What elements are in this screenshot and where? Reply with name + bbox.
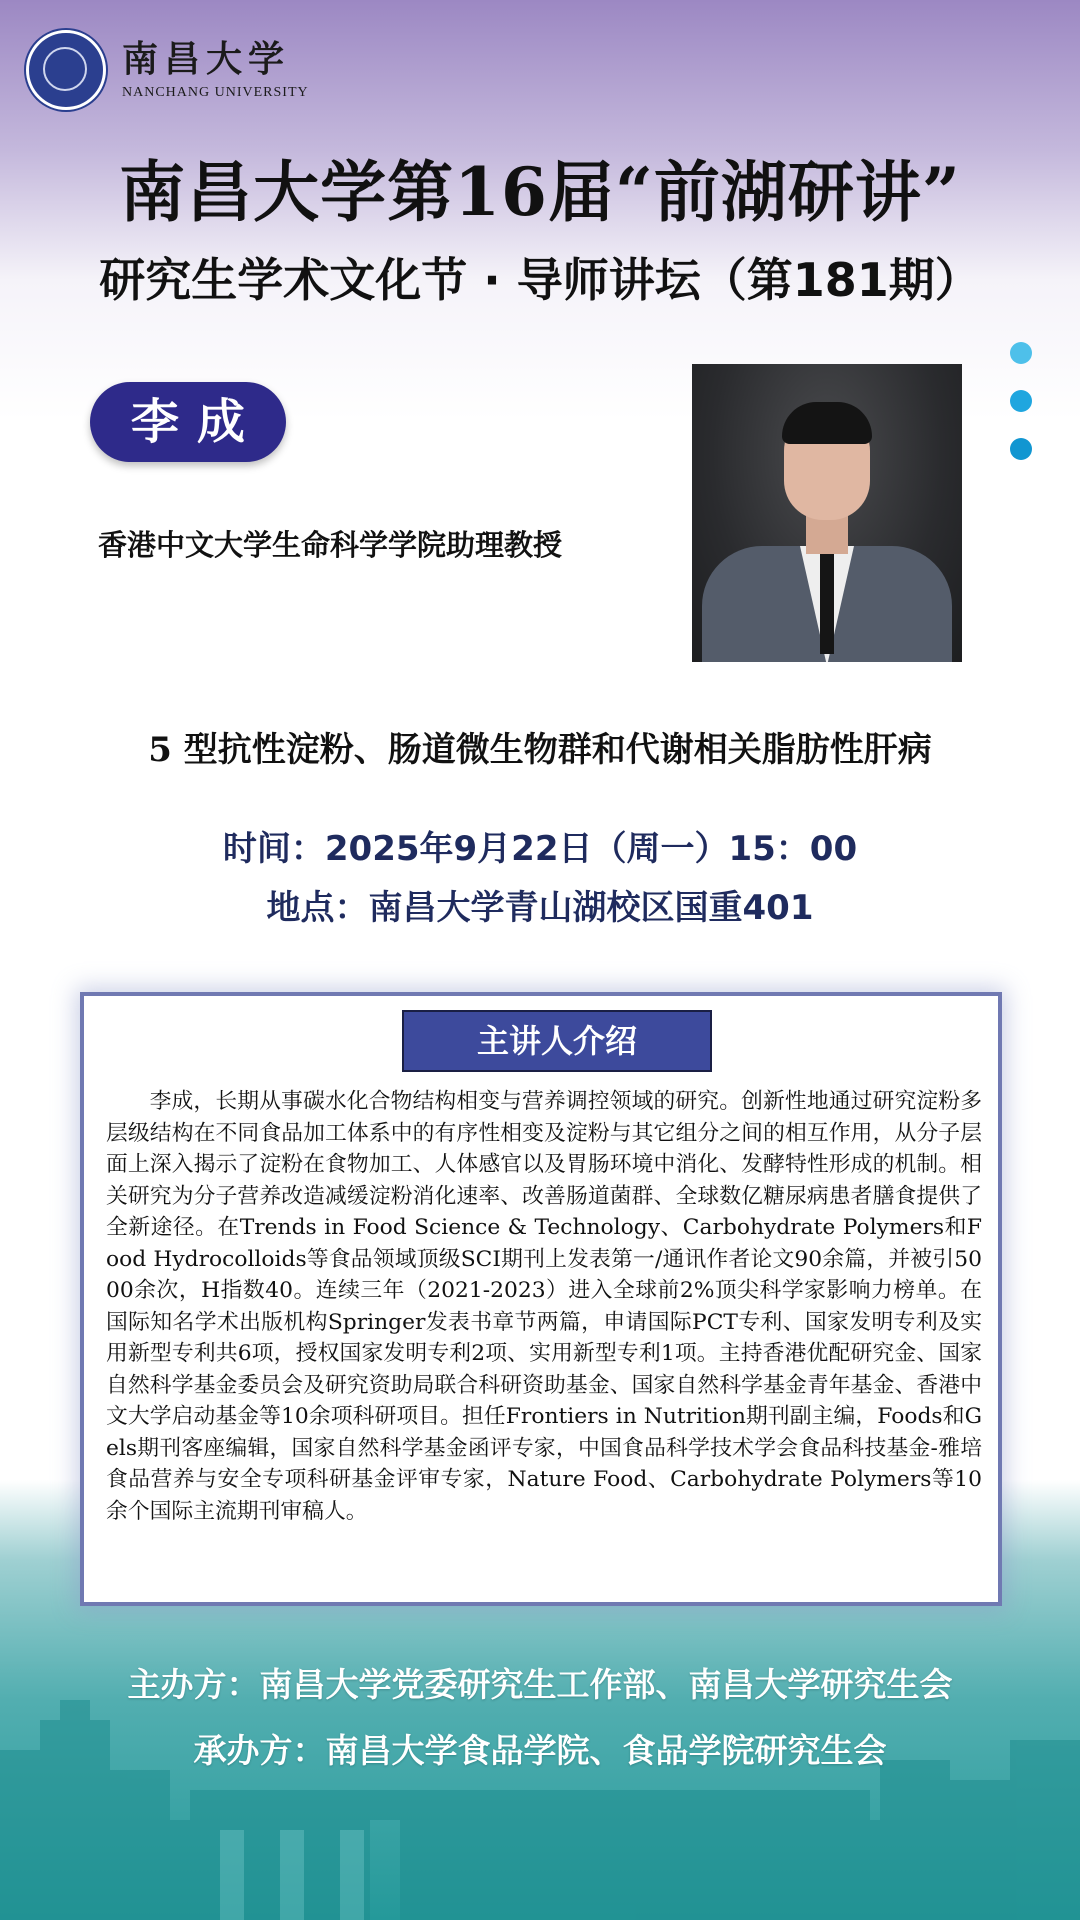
university-seal-icon [26,30,106,110]
logo-chinese-name: 南昌大学 [122,38,291,80]
talk-title: 5 型抗性淀粉、肠道微生物群和代谢相关脂肪性肝病 [148,730,932,770]
logo-english-name: NANCHANG UNIVERSITY [122,85,309,100]
speaker-intro-panel [80,992,1002,1606]
co-organizer-text: 承办方：南昌大学食品学院、食品学院研究生会 [193,1731,887,1770]
organizer-text: 主办方：南昌大学党委研究生工作部、南昌大学研究生会 [127,1665,953,1704]
dot-icon [1010,342,1032,364]
campus-skyline-silhouette [0,1680,1080,1920]
speaker-photo [692,364,962,662]
intro-header: 主讲人介绍 [402,1010,712,1072]
speaker-affiliation: 香港中文大学生命科学学院助理教授 [98,528,563,562]
event-subtitle: 研究生学术文化节 · 导师讲坛（第181期） [99,253,981,307]
speaker-name-badge: 李成 [90,382,286,462]
talk-time: 时间：2025年9月22日（周一）15：00 [222,829,858,869]
decorative-dots [1010,342,1032,486]
intro-body: 李成，长期从事碳水化合物结构相变与营养调控领域的研究。创新性地通过研究淀粉多层级结构在不同食品加工体系中的有序性相变及淀粉与其它组分之间的相互作用，从分子层面上深入揭示了淀粉在食物加工、人体感官以及胃肠环境中消化、发酵特性形成的机制。相关研究为分子营养改造减缓淀粉消化速率、改善肠道菌群、全球数亿糖尿病患者膳食提供了全新途径。在Trends in Food Science & Technology、Carbohydrate Polymers和Food Hydrocolloids等食品领域顶级SCI期刊上发表第一/通讯作者论文90余篇，并被引5000余次，H指数40。连续三年（2021-2023）进入全球前2%顶尖科学家影响力榜单。在国际知名学术出版机构Springer发表书章节两篇，申请国际PCT专利、国家发明专利及实用新型专利共6项，授权国家发明专利2项、实用新型专利1项。主持香港优配研究金、国家自然科学基金委员会及研究资助局联合科研资助基金、国家自然科学基金青年基金、香港中文大学启动基金等10余项科研项目。担任Frontiers in Nutrition期刊副主编，Foods和Gels期刊客座编辑，国家自然科学基金函评专家，中国食品科学技术学会食品科技基金-雅培食品营养与安全专项科研基金评审专家，Nature Food、Carbohydrate Polymers等10余个国际主流期刊审稿人。 [106,1089,982,1524]
dot-icon [1010,438,1032,460]
event-title: 南昌大学第16届“前湖研讲” [119,153,961,231]
university-logo [26,30,309,110]
dot-icon [1010,390,1032,412]
talk-place: 地点：南昌大学青山湖校区国重401 [266,888,814,928]
